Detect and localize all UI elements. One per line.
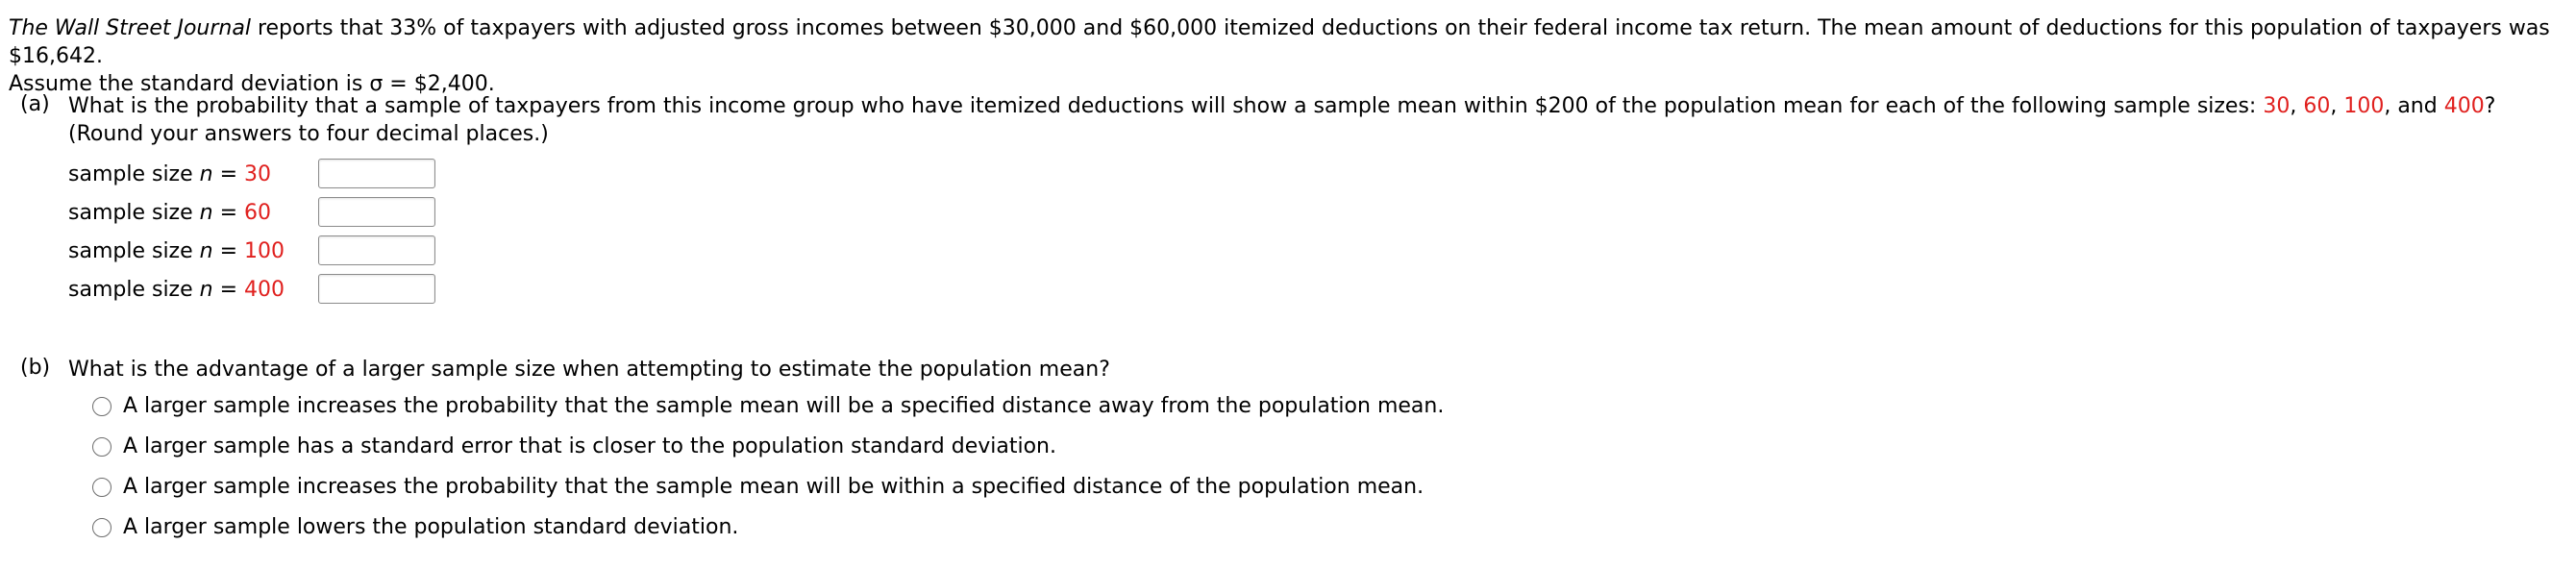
choice-option-3[interactable] [85, 475, 1622, 504]
choice-option-1[interactable] [85, 394, 1622, 423]
sample-size-text: sample size [68, 239, 200, 263]
choice-label: A larger sample has a standard error that is closer to the population standard deviation. [123, 434, 1056, 458]
sample-row-label [68, 278, 285, 302]
choice-option-4[interactable] [85, 515, 1622, 544]
part-a-question-end: ? (Round your answers to four decimal places.) [68, 94, 2496, 146]
part-a-label: (a) [20, 92, 50, 116]
radio-button[interactable] [92, 437, 111, 457]
choice-option-2[interactable] [85, 434, 1622, 463]
problem-statement [9, 14, 2565, 98]
sample-row-label [68, 239, 285, 263]
sample-size-value: 100 [244, 239, 285, 263]
answer-input-n60[interactable] [318, 197, 435, 227]
radio-button[interactable] [92, 518, 111, 537]
sample-size-30: 30 [2263, 94, 2291, 118]
sample-size-value: 400 [244, 278, 285, 302]
answer-input-n30[interactable] [318, 159, 435, 188]
sample-row-label [68, 162, 271, 186]
separator: , and [2384, 94, 2444, 118]
sample-size-100: 100 [2343, 94, 2385, 118]
equals-sign: = [212, 162, 245, 186]
sample-size-text: sample size [68, 278, 200, 302]
radio-button[interactable] [92, 478, 111, 497]
sample-size-text: sample size [68, 162, 200, 186]
equals-sign: = [212, 201, 245, 225]
equals-sign: = [212, 239, 245, 263]
source-name: The Wall Street Journal [9, 16, 251, 40]
part-a-question [68, 92, 2558, 148]
sample-size-400: 400 [2443, 94, 2485, 118]
sample-row-100 [68, 235, 549, 268]
sample-row-label [68, 201, 271, 225]
sample-row-60 [68, 197, 549, 230]
answer-input-n100[interactable] [318, 235, 435, 265]
variable-n: n [199, 201, 213, 225]
sample-row-30 [68, 159, 549, 191]
separator: , [2330, 94, 2344, 118]
part-b-label: (b) [20, 356, 51, 380]
choice-label: A larger sample increases the probability that the sample mean will be within a specified distance of the population mean. [123, 475, 1424, 499]
sample-size-text: sample size [68, 201, 200, 225]
equals-sign: = [212, 278, 245, 302]
part-a-question-text: What is the probability that a sample of taxpayers from this income group who have itemized deductions will show a sample mean within $200 of the population mean for each of the following sample sizes: [68, 94, 2264, 118]
variable-n: n [199, 278, 213, 302]
separator: , [2290, 94, 2304, 118]
variable-n: n [199, 239, 213, 263]
answer-input-n400[interactable] [318, 274, 435, 304]
sample-size-60: 60 [2303, 94, 2331, 118]
sample-size-value: 60 [244, 201, 272, 225]
radio-button[interactable] [92, 397, 111, 416]
choice-label: A larger sample lowers the population standard deviation. [123, 515, 739, 539]
problem-text-line2: Assume the standard deviation is σ = $2,400. [9, 72, 495, 96]
sample-size-value: 30 [244, 162, 272, 186]
part-b-question: What is the advantage of a larger sample size when attempting to estimate the population mean? [68, 358, 1110, 382]
choice-label: A larger sample increases the probability that the sample mean will be a specified distance away from the population mean. [123, 394, 1445, 418]
problem-text-line1: reports that 33% of taxpayers with adjusted gross incomes between $30,000 and $60,000 itemized deductions on their federal income tax return. The mean amount of deductions for this population of taxpayers was $16,642. [9, 16, 2550, 68]
sample-row-400 [68, 274, 549, 307]
variable-n: n [199, 162, 213, 186]
